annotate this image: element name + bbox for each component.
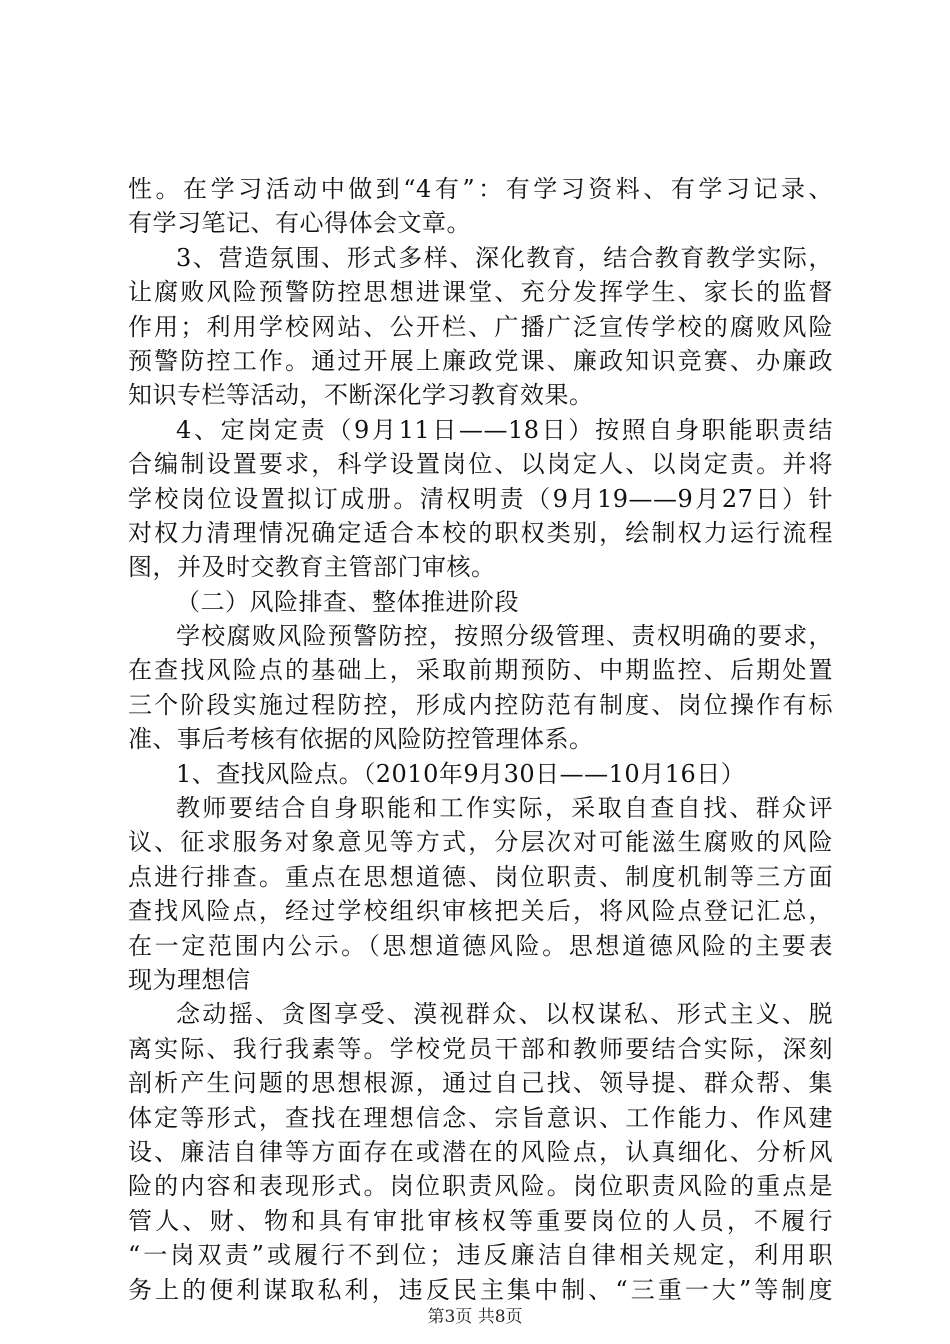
text-line: 学校腐败风险预警防控，按照分级管理、责权明确的要求， [176, 622, 833, 651]
text-line: 有学习笔记、有心得体会文章。 [128, 209, 471, 238]
text-line: 在一定范围内公示。（思想道德风险。思想道德风险的主要表 [128, 931, 833, 960]
text-line: 务上的便利谋取私利，违反民主集中制、“三重一大”等制度 [128, 1275, 833, 1304]
text-line: 让腐败风险预警防控思想进课堂、充分发挥学生、家长的监督 [128, 278, 833, 307]
text-line: 学校岗位设置拟订成册。清权明责（9月19——9月27日）针 [128, 484, 833, 513]
text-line: 在查找风险点的基础上，采取前期预防、中期监控、后期处置 [128, 656, 833, 685]
text-line: 体定等形式，查找在理想信念、宗旨意识、工作能力、作风建 [128, 1103, 833, 1132]
text-line: “一岗双责”或履行不到位；违反廉洁自律相关规定，利用职 [128, 1241, 833, 1270]
text-line: 管人、财、物和具有审批审核权等重要岗位的人员，不履行 [128, 1206, 833, 1235]
text-line: （二）风险排查、整体推进阶段 [176, 587, 519, 616]
page-number: 第3页 共8页 [427, 1307, 523, 1327]
text-line: 念动摇、贪图享受、漠视群众、以权谋私、形式主义、脱 [176, 1000, 833, 1029]
document-body [128, 172, 833, 1307]
text-line: 点进行排查。重点在思想道德、岗位职责、制度机制等三方面 [128, 862, 833, 891]
text-line: 图，并及时交教育主管部门审核。 [128, 553, 496, 582]
text-line: 三个阶段实施过程防控，形成内控防范有制度、岗位操作有标 [128, 690, 833, 719]
text-line: 教师要结合自身职能和工作实际，采取自查自找、群众评 [176, 794, 833, 823]
text-line: 性。在学习活动中做到“4有”：有学习资料、有学习记录、 [128, 175, 833, 203]
text-line: 预警防控工作。通过开展上廉政党课、廉政知识竞赛、办廉政 [128, 346, 833, 375]
text-line: 作用；利用学校网站、公开栏、广播广泛宣传学校的腐败风险 [128, 312, 833, 341]
text-line: 议、征求服务对象意见等方式，分层次对可能滋生腐败的风险 [128, 828, 833, 857]
text-line: 离实际、我行我素等。学校党员干部和教师要结合实际，深刻 [128, 1034, 833, 1063]
text-line: 现为理想信 [128, 965, 251, 994]
text-line: 知识专栏等活动，不断深化学习教育效果。 [128, 381, 594, 410]
page-footer [0, 1306, 950, 1328]
text-line: 设、廉洁自律等方面存在或潜在的风险点，认真细化、分析风 [128, 1137, 833, 1166]
text-line: 合编制设置要求，科学设置岗位、以岗定人、以岗定责。并将 [128, 450, 833, 479]
text-line: 3、营造氛围、形式多样、深化教育，结合教育教学实际， [176, 243, 833, 272]
text-line: 对权力清理情况确定适合本校的职权类别，绘制权力运行流程 [128, 518, 833, 547]
text-line: 险的内容和表现形式。岗位职责风险。岗位职责风险的重点是 [128, 1172, 833, 1201]
text-line: 1、查找风险点。（2010年9月30日——10月16日） [176, 759, 746, 788]
text-line: 准、事后考核有依据的风险防控管理体系。 [128, 725, 594, 754]
text-line: 4、定岗定责（9月11日——18日）按照自身职能职责结 [176, 415, 833, 444]
text-line: 剖析产生问题的思想根源，通过自己找、领导提、群众帮、集 [128, 1069, 833, 1098]
text-line: 查找风险点，经过学校组织审核把关后，将风险点登记汇总， [128, 897, 833, 926]
